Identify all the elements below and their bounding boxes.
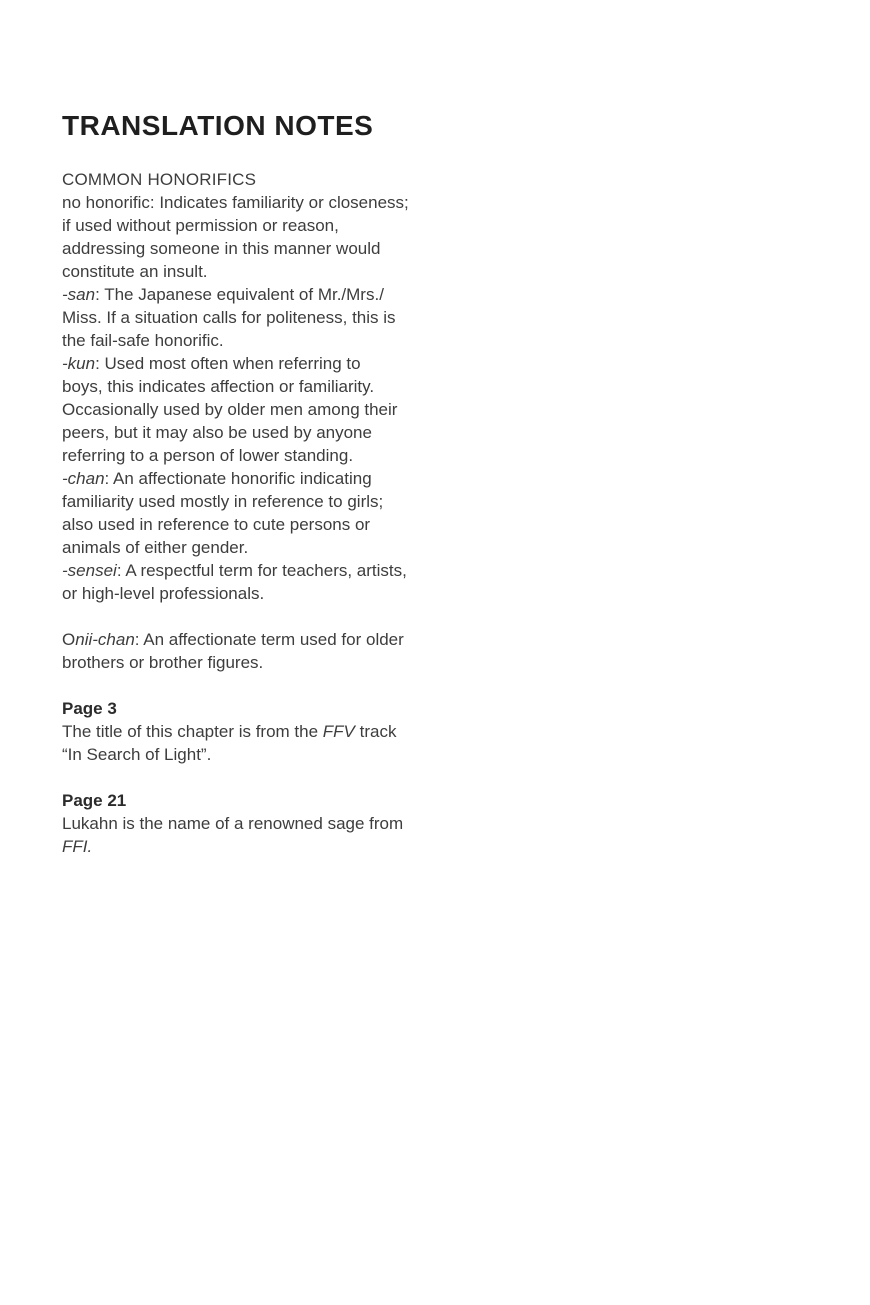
text-segment: animals of either gender. [62,538,249,557]
text-segment: familiarity used mostly in reference to girls; [62,492,384,511]
text-line [62,260,482,283]
text-segment: “In Search of Light”. [62,745,212,764]
text-segment: the fail-safe honorific. [62,331,224,350]
text-line [62,352,482,375]
text-line [62,467,482,490]
text-segment: Lukahn is the name of a renowned sage from [62,814,404,833]
text-line [62,214,482,237]
italic-term: FFI. [62,837,93,856]
text-segment: Occasionally used by older men among their [62,400,398,419]
text-line [62,490,482,513]
text-segment: : An affectionate term used for older [134,630,404,649]
text-line [62,720,482,743]
italic-term: -san [62,285,96,304]
text-segment: if used without permission or reason, [62,216,339,235]
blank-line [62,674,482,697]
text-line [62,835,482,858]
text-line [62,237,482,260]
text-line [62,306,482,329]
text-line [62,651,482,674]
text-segment: constitute an insult. [62,262,208,281]
text-line [62,444,482,467]
italic-term: -chan [62,469,105,488]
text-segment: O [62,630,76,649]
text-segment: : An affectionate honorific indicating [104,469,372,488]
page-ref-heading: Page 21 [62,791,127,810]
text-segment: track [354,722,397,741]
notes-content [62,110,482,858]
text-line [62,375,482,398]
page-ref-heading: Page 3 [62,699,117,718]
text-segment: no honorific: Indicates familiarity or closeness; [62,193,409,212]
text-line [62,398,482,421]
text-segment: also used in reference to cute persons or [62,515,371,534]
page-title: TRANSLATION NOTES [62,110,374,141]
text-segment: : The Japanese equivalent of Mr./Mrs./ [95,285,384,304]
text-segment: peers, but it may also be used by anyone [62,423,372,442]
text-line [62,743,482,766]
text-line [62,329,482,352]
text-line [62,513,482,536]
italic-term: -kun [62,354,96,373]
text-line [62,421,482,444]
blank-line [62,605,482,628]
text-line [62,559,482,582]
text-segment: referring to a person of lower standing. [62,446,354,465]
text-line [62,536,482,559]
text-line [62,191,482,214]
text-line [62,283,482,306]
text-segment: The title of this chapter is from the [62,722,323,741]
text-segment: addressing someone in this manner would [62,239,381,258]
text-line [62,812,482,835]
text-segment: brothers or brother figures. [62,653,264,672]
text-segment: : A respectful term for teachers, artists, [116,561,407,580]
text-segment: or high-level professionals. [62,584,265,603]
blank-line [62,766,482,789]
italic-term: -sensei [62,561,117,580]
text-segment: boys, this indicates affection or familiarity. [62,377,375,396]
section-heading: COMMON HONORIFICS [62,170,257,189]
text-segment: : Used most often when referring to [95,354,361,373]
text-line [62,582,482,605]
text-segment: Miss. If a situation calls for politeness, this is [62,308,396,327]
italic-term: nii-chan [75,630,135,649]
italic-term: FFV [322,722,355,741]
notes-body [62,168,482,858]
text-line [62,628,482,651]
